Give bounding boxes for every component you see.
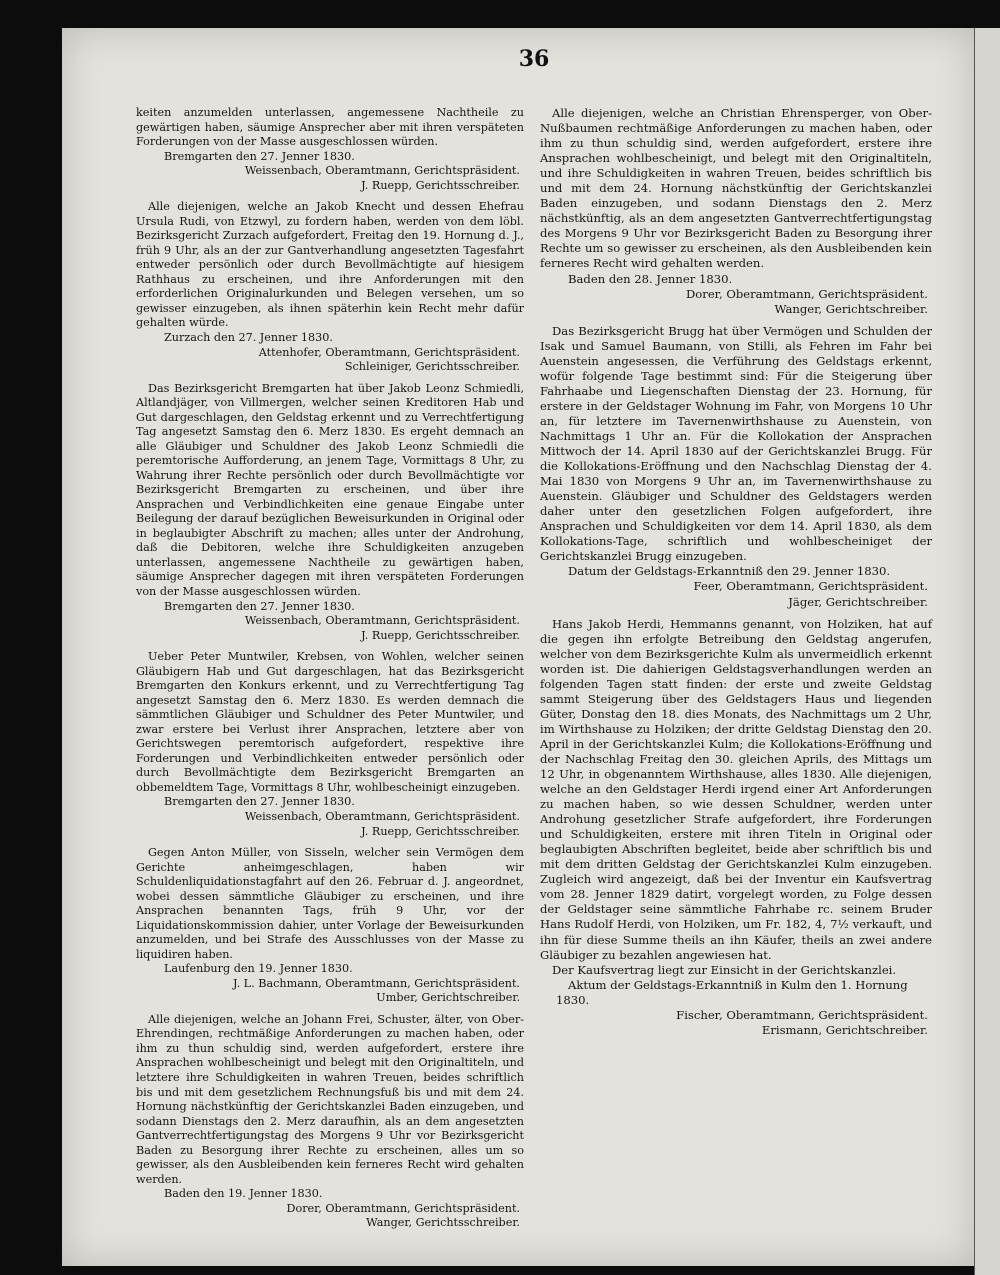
notice-place-date: Bremgarten den 27. Jenner 1830.: [164, 795, 355, 809]
notice-place-date: Datum der Geldstags-Erkanntniß den 29. Jenner 1830.: [568, 564, 891, 579]
notice-paragraph: Alle diejenigen, welche an Johann Frei, Schuster, älter, von Ober-Ehrendingen, rechtmäßige Anforderungen zu machen haben, oder ihm zu thun schuldig sind, werden aufgefordert, erstere ihre Ansprachen wohlbescheinigt und belegt mit den Originaltiteln, und letztere ihre Schuldigkeiten in wahren Treuen, beides schriftlich bis und mit dem gesetzlichem Rechnungsfuß bis und mit dem 24. Hornung nächstkünftig der Gerichtskanzlei Baden einzugeben, und sodann Dienstags den 2. Merz daraufhin, als an dem angesetzten Gantverrechtfertigungstag des Morgens 9 Uhr vor Bezirksgericht Baden zu Besorgung ihrer Rechte zu erscheinen, alles um so gewisser, als den Ausbleibenden kein ferneres Recht wird gehalten werden.: [136, 1012, 524, 1186]
notice-place-date: Baden den 28. Jenner 1830.: [568, 271, 733, 286]
notice-signature: Dorer, Oberamtmann, Gerichtspräsident.: [286, 1201, 520, 1215]
notice-signature: Erismann, Gerichtschreiber.: [761, 1022, 928, 1037]
notice-block: [136, 650, 524, 839]
notice-signature: Jäger, Gerichtschreiber.: [788, 594, 928, 609]
notice-signature: J. Ruepp, Gerichtsschreiber.: [361, 178, 520, 192]
page-number: 36: [518, 46, 550, 72]
notice-signature: J. Ruepp, Gerichtsschreiber.: [361, 824, 520, 838]
notice-block: [136, 846, 524, 1006]
notice-signature: J. Ruepp, Gerichtsschreiber.: [361, 628, 520, 642]
notice-paragraph: keiten anzumelden unterlassen, angemessene Nachtheile zu gewärtigen haben, säumige Ansprecher aber mit ihren verspäteten Forderungen von der Masse ausgeschlossen würden.: [136, 106, 524, 149]
notice-place-date: Bremgarten den 27. Jenner 1830.: [164, 149, 355, 163]
notice-signature: Weissenbach, Oberamtmann, Gerichtspräsident.: [244, 809, 520, 823]
notice-paragraph: Das Bezirksgericht Bremgarten hat über Jakob Leonz Schmiedli, Altlandjäger, von Villmergen, welcher seinen Kreditoren Hab und Gut dargeschlagen, den Geldstag erkennt und zu Verrechtfertigung Tag angesetzt Samstag den 6. Merz 1830. Es ergeht demnach an alle Gläubiger und Schuldner des Jakob Leonz Schmiedli die peremtorische Aufforderung, an jenem Tage, Vormittags 8 Uhr, zu Wahrung ihrer Rechte persönlich oder durch Bevollmächtigte vor Bezirksgericht Bremgarten zu erscheinen, und über ihre Ansprachen und Verbindlichkeiten eine genaue Eingabe unter Beilegung der darauf bezüglichen Beweisurkunden in Original oder in beglaubigter Abschrift zu machen; alles unter der Androhung, daß die Debitoren, welche ihre Schuldigkeiten anzugeben unterlassen, angemessene Nachtheile zu gewärtigen haben, säumige Ansprecher dagegen mit ihren verspäteten Forderungen von der Masse ausgeschlossen würden.: [136, 381, 524, 598]
left-column: [136, 106, 524, 1231]
notice-paragraph: Ueber Peter Muntwiler, Krebsen, von Wohlen, welcher seinen Gläubigern Hab und Gut dargeschlagen, hat das Bezirksgericht Bremgarten den Konkurs erkennt, und zu Verrechtfertigung Tag angesetzt Samstag den 6. Merz 1830. Es werden demnach die sämmtlichen Gläubiger und Schuldner des Peter Muntwiler, und zwar erstere bei Verlust ihrer Ansprachen, letztere aber von Gerichtswegen peremtorisch aufgefordert, respektive ihre Forderungen und Verbindlichkeiten entweder persönlich oder durch Bevollmächtigte dem Bezirksgericht Bremgarten an obbemeldtem Tage, Vormittags 8 Uhr, wohlbescheinigt einzugeben.: [136, 650, 524, 794]
notice-signature: Weissenbach, Oberamtmann, Gerichtspräsident.: [244, 164, 520, 178]
notice-block: [136, 382, 524, 644]
notice-block: [136, 200, 524, 374]
notice-signature: Wanger, Gerichtsschreiber.: [366, 1216, 520, 1230]
notice-place-date: Zurzach den 27. Jenner 1830.: [164, 330, 333, 344]
notice-separator: [136, 375, 524, 382]
notice-place-date: Aktum der Geldstags-Erkanntniß in Kulm den 1. Hornung 1830.: [556, 977, 908, 1007]
notice-paragraph: Das Bezirksgericht Brugg hat über Vermögen und Schulden der Isak und Samuel Baumann, von Stilli, als Fehren im Fahr bei Auenstein angesessen, die Verführung des Geldstags erkennt, wofür folgende Tage bestimmt sind: Für die Steigerung über Fahrhaabe und Liegenschaften Dienstag der 23. Hornung, für erstere in der Geldstager Wohnung im Fahr, von Morgens 10 Uhr an, für letztere im Tavernenwirthshause zu Auenstein, von Nachmittags 1 Uhr an. Für die Kollokation der Ansprachen Mittwoch der 14. April 1830 auf der Gerichtskanzlei Brugg. Für die Kollokations-Eröffnung und den Nachschlag Dienstag der 4. Mai 1830 von Morgens 9 Uhr an, im Tavernenwirthshause zu Auenstein. Gläubiger und Schuldner des Geldstagers werden daher unter den gesetzlichen Folgen aufgefordert, ihre Ansprachen und Schuldigkeiten vor dem 14. April 1830, als dem Kollokations-Tage, schriftlich und wohlbescheiniget der Gerichtskanzlei Brugg einzugeben.: [540, 323, 932, 564]
notice-block: [136, 1013, 524, 1231]
notice-paragraph: Der Kaufsvertrag liegt zur Einsicht in der Gerichtskanzlei.: [552, 962, 897, 977]
notice-signature: Schleiniger, Gerichtsschreiber.: [344, 360, 520, 374]
notice-separator: [540, 317, 932, 324]
notice-separator: [540, 610, 932, 617]
notice-block: [540, 617, 932, 1038]
notice-signature: Dorer, Oberamtmann, Gerichtspräsident.: [686, 286, 928, 301]
notice-separator: [136, 1006, 524, 1013]
notice-signature: Attenhofer, Oberamtmann, Gerichtspräsident.: [258, 345, 520, 359]
notice-place-date: Bremgarten den 27. Jenner 1830.: [164, 599, 355, 613]
notice-signature: J. L. Bachmann, Oberamtmann, Gerichtspräsident.: [232, 976, 520, 990]
notice-signature: Weissenbach, Oberamtmann, Gerichtspräsident.: [244, 614, 520, 628]
notice-block: [136, 106, 524, 193]
right-column: [540, 106, 932, 1038]
notice-block: [540, 106, 932, 317]
notice-signature: Wanger, Gerichtschreiber.: [774, 301, 928, 316]
notice-signature: Umber, Gerichtschreiber.: [376, 991, 520, 1005]
notice-signature: Fischer, Oberamtmann, Gerichtspräsident.: [676, 1007, 928, 1022]
notice-place-date: Baden den 19. Jenner 1830.: [164, 1187, 323, 1201]
notice-block: [540, 324, 932, 610]
notice-separator: [136, 643, 524, 650]
notice-signature: Feer, Oberamtmann, Gerichtspräsident.: [693, 579, 928, 594]
notice-separator: [136, 839, 524, 846]
notice-paragraph: Hans Jakob Herdi, Hemmanns genannt, von Holziken, hat auf die gegen ihn erfolgte Betreibung den Geldstag angerufen, welcher von dem Bezirksgerichte Kulm als unvermeidlich erkennt worden ist. Die dahierigen Geldstagsverhandlungen werden an folgenden Tagen statt finden: der erste und zweite Geldstag sammt Steigerung über des Geldstagers Haus und liegenden Güter, Donstag den 18. dies Monats, des Nachmittags um 2 Uhr, im Wirthshause zu Holziken; der dritte Geldstag Dienstag den 20. April in der Gerichtskanzlei Kulm; die Kollokations-Eröffnung und der Nachschlag Freitag den 30. gleichen Aprils, des Mittags um 12 Uhr, in obgenanntem Wirthshause, alles 1830. Alle diejenigen, welche an den Geldstager Herdi irgend einer Art Anforderungen zu machen haben, so wie dessen Schuldner, werden unter Androhung gesetzlicher Strafe aufgefordert, ihre Forderungen und Schuldigkeiten, erstere mit ihren Titeln in Original oder beglaubigten Abschriften begleitet, beide aber schriftlich bis und mit dem dritten Geldstag der Gerichtskanzlei Kulm einzugeben. Zugleich wird angezeigt, daß bei der Inventur ein Kaufsvertrag vom 28. Jenner 1829 datirt, vorgelegt worden, zu Folge dessen der Geldstager seine sämmtliche Fahrhabe rc. seinem Bruder Hans Rudolf Herdi, von Holziken, um Fr. 182, 4, 7½ verkauft, und ihn für diese Summe theils an ihn Käufer, theils an zwei andere Gläubiger zu bezahlen angewiesen hat.: [540, 616, 932, 962]
notice-separator: [136, 193, 524, 200]
adjacent-page-edge: [974, 28, 1000, 1275]
notice-paragraph: Alle diejenigen, welche an Jakob Knecht und dessen Ehefrau Ursula Rudi, von Etzwyl, zu fordern haben, werden von dem löbl. Bezirksgericht Zurzach aufgefordert, Freitag den 19. Hornung d. J., früh 9 Uhr, als an der zur Gantverhandlung angesetzten Tagesfahrt entweder persönlich oder durch Bevollmächtigte auf hiesigem Rathhaus zu erscheinen, und ihre Anforderungen mit den erforderlichen Originalurkunden und Belegen versehen, um so gewisser einzugeben, als ihnen späterhin kein Recht mehr dafür gehalten würde.: [136, 200, 524, 330]
notice-paragraph: Gegen Anton Müller, von Sisseln, welcher sein Vermögen dem Gerichte anheimgeschlagen, haben wir Schuldenliquidationstagfahrt auf den 26. Februar d. J. angeordnet, wobei dessen sämmtliche Gläubiger zu erscheinen, und ihre Ansprachen benannten Tags, früh 9 Uhr, vor der Liquidationskommission dahier, unter Vorlage der Beweisurkunden anzumelden, und bei Strafe des Ausschlusses von der Masse zu liquidiren haben.: [136, 846, 524, 961]
notice-paragraph: Alle diejenigen, welche an Christian Ehrensperger, von Ober-Nußbaumen rechtmäßige Anforderungen zu machen haben, oder ihm zu thun schuldig sind, werden aufgefordert, erstere ihre Ansprachen wohlbescheinigt, und belegt mit den Originaltiteln, und ihre Schuldigkeiten in wahren Treuen, beides schriftlich bis und mit dem 24. Hornung nächstkünftig der Gerichtskanzlei Baden einzugeben, und sodann Dienstags den 2. Merz nächstkünftig, als an dem angesetzten Gantverrechtfertigungstag des Morgens 9 Uhr vor Bezirksgericht Baden zu Besorgung ihrer Rechte um so gewisser zu erscheinen, als den Ausbleibenden kein ferneres Recht wird gehalten werden.: [540, 106, 932, 271]
notice-place-date: Laufenburg den 19. Jenner 1830.: [164, 962, 353, 976]
